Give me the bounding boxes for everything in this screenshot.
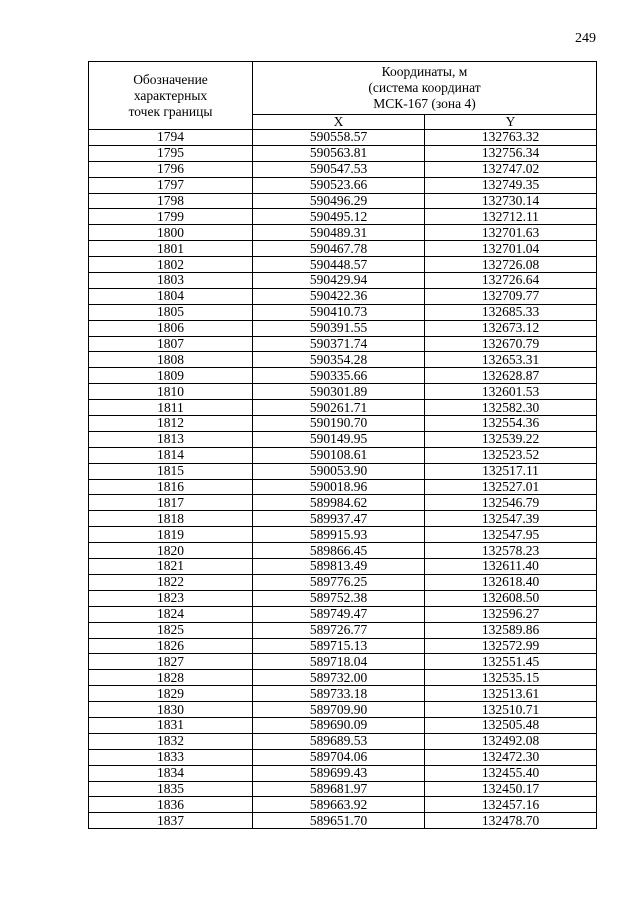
point-id-cell: 1810	[89, 384, 253, 400]
x-coordinate-cell: 589726.77	[253, 622, 425, 638]
point-id-cell: 1816	[89, 479, 253, 495]
x-coordinate-cell: 590261.71	[253, 400, 425, 416]
x-coordinate-cell: 590108.61	[253, 447, 425, 463]
point-id-cell: 1797	[89, 177, 253, 193]
table-row	[89, 320, 597, 336]
x-coordinate-cell: 590448.57	[253, 257, 425, 273]
table-row	[89, 225, 597, 241]
table-row	[89, 209, 597, 225]
point-id-cell: 1804	[89, 288, 253, 304]
y-coordinate-cell: 132756.34	[425, 145, 597, 161]
table-row	[89, 400, 597, 416]
header-row-main	[89, 62, 597, 115]
point-id-cell: 1805	[89, 304, 253, 320]
coordinates-header-line: Координаты, м	[381, 64, 468, 79]
x-coordinate-cell: 589866.45	[253, 543, 425, 559]
x-coordinate-cell: 590523.66	[253, 177, 425, 193]
table-row	[89, 463, 597, 479]
x-coordinate-cell: 590422.36	[253, 288, 425, 304]
y-coordinate-cell: 132547.39	[425, 511, 597, 527]
point-id-cell: 1815	[89, 463, 253, 479]
y-coordinate-cell: 132653.31	[425, 352, 597, 368]
y-coordinate-cell: 132589.86	[425, 622, 597, 638]
table-row	[89, 702, 597, 718]
point-id-cell: 1798	[89, 193, 253, 209]
y-coordinate-cell: 132505.48	[425, 717, 597, 733]
x-coordinate-cell: 589681.97	[253, 781, 425, 797]
point-id-cell: 1802	[89, 257, 253, 273]
x-coordinate-cell: 589704.06	[253, 749, 425, 765]
x-coordinate-cell: 590558.57	[253, 130, 425, 146]
table-row	[89, 177, 597, 193]
x-coordinate-cell: 590495.12	[253, 209, 425, 225]
table-row	[89, 161, 597, 177]
table-row	[89, 257, 597, 273]
x-coordinate-cell: 590467.78	[253, 241, 425, 257]
y-coordinate-cell: 132535.15	[425, 670, 597, 686]
point-id-cell: 1807	[89, 336, 253, 352]
x-coordinate-cell: 589690.09	[253, 717, 425, 733]
x-coordinate-cell: 589749.47	[253, 606, 425, 622]
point-id-cell: 1828	[89, 670, 253, 686]
y-coordinate-cell: 132596.27	[425, 606, 597, 622]
x-coordinate-cell: 589937.47	[253, 511, 425, 527]
table-row	[89, 336, 597, 352]
y-coordinate-cell: 132685.33	[425, 304, 597, 320]
point-header-line: точек границы	[128, 103, 213, 119]
y-coordinate-cell: 132572.99	[425, 638, 597, 654]
y-coordinate-cell: 132517.11	[425, 463, 597, 479]
x-coordinate-cell: 590018.96	[253, 479, 425, 495]
x-coordinate-cell: 590335.66	[253, 368, 425, 384]
y-coordinate-cell: 132539.22	[425, 431, 597, 447]
y-coordinate-cell: 132608.50	[425, 590, 597, 606]
point-id-cell: 1824	[89, 606, 253, 622]
y-coordinate-cell: 132523.52	[425, 447, 597, 463]
x-coordinate-cell: 589915.93	[253, 527, 425, 543]
x-coordinate-cell: 590371.74	[253, 336, 425, 352]
x-coordinate-cell: 590547.53	[253, 161, 425, 177]
point-id-cell: 1809	[89, 368, 253, 384]
table-row	[89, 384, 597, 400]
x-coordinate-cell: 590410.73	[253, 304, 425, 320]
point-id-cell: 1796	[89, 161, 253, 177]
point-id-cell: 1827	[89, 654, 253, 670]
point-id-cell: 1830	[89, 702, 253, 718]
table-row	[89, 638, 597, 654]
point-id-cell: 1820	[89, 543, 253, 559]
y-coordinate-cell: 132457.16	[425, 797, 597, 813]
table-row	[89, 288, 597, 304]
x-coordinate-cell: 589715.13	[253, 638, 425, 654]
coordinates-table	[88, 61, 597, 829]
point-header-line: Обозначение	[133, 71, 208, 87]
y-column-header: Y	[425, 115, 597, 130]
y-coordinate-cell: 132450.17	[425, 781, 597, 797]
point-designation-header	[89, 62, 253, 130]
y-coordinate-cell: 132749.35	[425, 177, 597, 193]
y-coordinate-cell: 132551.45	[425, 654, 597, 670]
point-id-cell: 1818	[89, 511, 253, 527]
table-row	[89, 543, 597, 559]
page-number: 249	[575, 31, 596, 46]
y-coordinate-cell: 132472.30	[425, 749, 597, 765]
x-coordinate-cell: 589984.62	[253, 495, 425, 511]
y-coordinate-cell: 132582.30	[425, 400, 597, 416]
table-row	[89, 352, 597, 368]
point-id-cell: 1801	[89, 241, 253, 257]
table-row	[89, 527, 597, 543]
table-row	[89, 241, 597, 257]
x-coordinate-cell: 590489.31	[253, 225, 425, 241]
y-coordinate-cell: 132547.95	[425, 527, 597, 543]
table-row	[89, 447, 597, 463]
y-coordinate-cell: 132673.12	[425, 320, 597, 336]
coordinates-header-line: МСК-167 (зона 4)	[373, 96, 476, 111]
y-coordinate-cell: 132701.04	[425, 241, 597, 257]
x-coordinate-cell: 590391.55	[253, 320, 425, 336]
table-row	[89, 511, 597, 527]
table-row	[89, 590, 597, 606]
y-coordinate-cell: 132478.70	[425, 813, 597, 829]
y-coordinate-cell: 132510.71	[425, 702, 597, 718]
x-coordinate-cell: 589733.18	[253, 686, 425, 702]
point-id-cell: 1837	[89, 813, 253, 829]
point-id-cell: 1817	[89, 495, 253, 511]
point-id-cell: 1832	[89, 733, 253, 749]
x-coordinate-cell: 590053.90	[253, 463, 425, 479]
point-id-cell: 1836	[89, 797, 253, 813]
y-coordinate-cell: 132709.77	[425, 288, 597, 304]
x-coordinate-cell: 589752.38	[253, 590, 425, 606]
table-row	[89, 797, 597, 813]
point-id-cell: 1825	[89, 622, 253, 638]
y-coordinate-cell: 132527.01	[425, 479, 597, 495]
y-coordinate-cell: 132763.32	[425, 130, 597, 146]
table-row	[89, 368, 597, 384]
table-row	[89, 813, 597, 829]
coordinates-table-container	[88, 61, 596, 829]
y-coordinate-cell: 132726.64	[425, 273, 597, 289]
table-row	[89, 749, 597, 765]
point-id-cell: 1822	[89, 574, 253, 590]
y-coordinate-cell: 132492.08	[425, 733, 597, 749]
table-row	[89, 130, 597, 146]
coordinates-header	[253, 62, 597, 115]
point-id-cell: 1806	[89, 320, 253, 336]
x-column-header: X	[253, 115, 425, 130]
y-coordinate-cell: 132618.40	[425, 574, 597, 590]
table-row	[89, 654, 597, 670]
x-coordinate-cell: 589651.70	[253, 813, 425, 829]
table-row	[89, 479, 597, 495]
table-row	[89, 431, 597, 447]
x-coordinate-cell: 590354.28	[253, 352, 425, 368]
point-id-cell: 1833	[89, 749, 253, 765]
point-id-cell: 1795	[89, 145, 253, 161]
table-row	[89, 304, 597, 320]
point-id-cell: 1821	[89, 559, 253, 575]
point-id-cell: 1834	[89, 765, 253, 781]
table-row	[89, 416, 597, 432]
x-coordinate-cell: 589732.00	[253, 670, 425, 686]
y-coordinate-cell: 132730.14	[425, 193, 597, 209]
point-id-cell: 1803	[89, 273, 253, 289]
table-row	[89, 781, 597, 797]
table-row	[89, 606, 597, 622]
point-id-cell: 1800	[89, 225, 253, 241]
x-coordinate-cell: 589709.90	[253, 702, 425, 718]
point-id-cell: 1835	[89, 781, 253, 797]
point-id-cell: 1813	[89, 431, 253, 447]
point-id-cell: 1799	[89, 209, 253, 225]
table-row	[89, 145, 597, 161]
point-id-cell: 1826	[89, 638, 253, 654]
x-coordinate-cell: 589776.25	[253, 574, 425, 590]
table-row	[89, 733, 597, 749]
table-row	[89, 574, 597, 590]
y-coordinate-cell: 132455.40	[425, 765, 597, 781]
y-coordinate-cell: 132712.11	[425, 209, 597, 225]
point-header-line: характерных	[133, 87, 208, 103]
x-coordinate-cell: 589689.53	[253, 733, 425, 749]
x-coordinate-cell: 590496.29	[253, 193, 425, 209]
y-coordinate-cell: 132628.87	[425, 368, 597, 384]
table-header	[89, 62, 597, 130]
y-coordinate-cell: 132546.79	[425, 495, 597, 511]
table-row	[89, 559, 597, 575]
point-id-cell: 1829	[89, 686, 253, 702]
y-coordinate-cell: 132670.79	[425, 336, 597, 352]
x-coordinate-cell: 590149.95	[253, 431, 425, 447]
y-coordinate-cell: 132611.40	[425, 559, 597, 575]
x-coordinate-cell: 590563.81	[253, 145, 425, 161]
table-body	[89, 130, 597, 829]
x-coordinate-cell: 589718.04	[253, 654, 425, 670]
y-coordinate-cell: 132726.08	[425, 257, 597, 273]
x-coordinate-cell: 590301.89	[253, 384, 425, 400]
point-id-cell: 1812	[89, 416, 253, 432]
point-id-cell: 1819	[89, 527, 253, 543]
x-coordinate-cell: 589663.92	[253, 797, 425, 813]
table-row	[89, 686, 597, 702]
point-id-cell: 1811	[89, 400, 253, 416]
point-id-cell: 1814	[89, 447, 253, 463]
table-row	[89, 622, 597, 638]
y-coordinate-cell: 132701.63	[425, 225, 597, 241]
x-coordinate-cell: 590429.94	[253, 273, 425, 289]
table-row	[89, 495, 597, 511]
y-coordinate-cell: 132513.61	[425, 686, 597, 702]
y-coordinate-cell: 132578.23	[425, 543, 597, 559]
point-id-cell: 1831	[89, 717, 253, 733]
x-coordinate-cell: 589699.43	[253, 765, 425, 781]
y-coordinate-cell: 132601.53	[425, 384, 597, 400]
x-coordinate-cell: 589813.49	[253, 559, 425, 575]
table-row	[89, 670, 597, 686]
point-id-cell: 1823	[89, 590, 253, 606]
table-row	[89, 193, 597, 209]
x-coordinate-cell: 590190.70	[253, 416, 425, 432]
table-row	[89, 717, 597, 733]
table-row	[89, 765, 597, 781]
point-id-cell: 1794	[89, 130, 253, 146]
y-coordinate-cell: 132554.36	[425, 416, 597, 432]
y-coordinate-cell: 132747.02	[425, 161, 597, 177]
coordinates-header-line: (система координат	[368, 80, 481, 95]
table-row	[89, 273, 597, 289]
point-id-cell: 1808	[89, 352, 253, 368]
